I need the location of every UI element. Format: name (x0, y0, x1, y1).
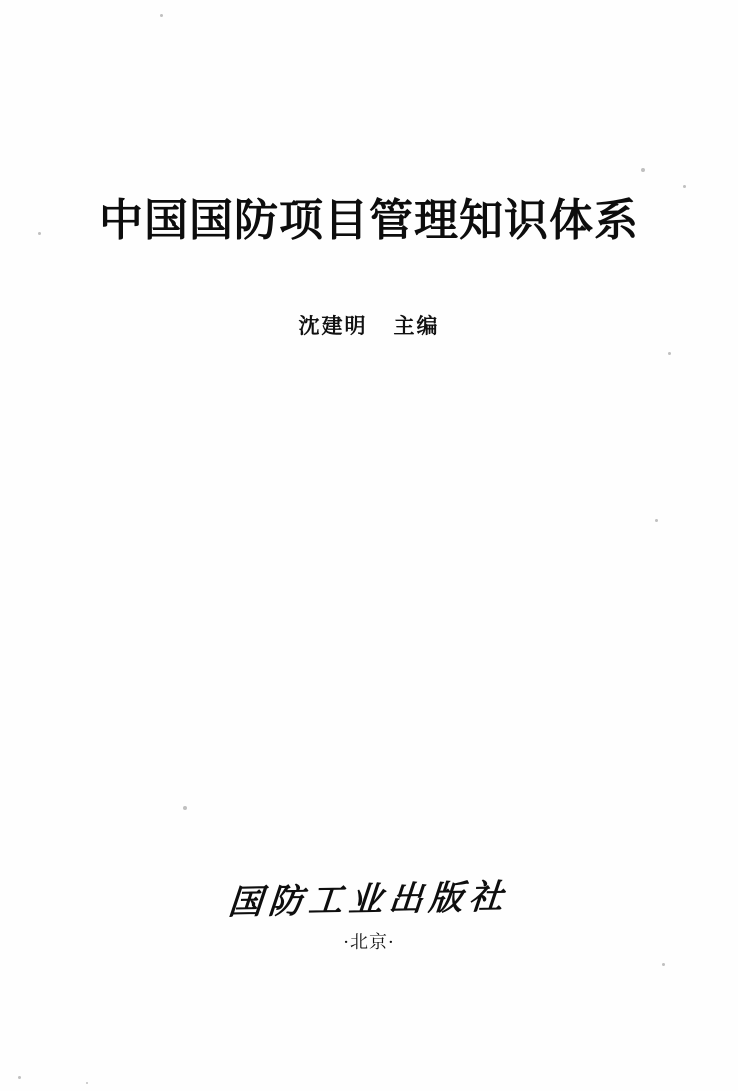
publisher-block (0, 872, 738, 921)
scan-speck (183, 806, 187, 810)
scan-speck (668, 352, 671, 355)
page-title: 中国国防项目管理知识体系 (99, 195, 639, 246)
publisher-logo-text: 国防工业出版社 (226, 877, 511, 923)
scan-speck (655, 519, 658, 522)
scan-speck (641, 168, 645, 172)
scan-speck (662, 963, 665, 966)
scan-speck (683, 185, 686, 188)
scan-speck (38, 232, 41, 235)
scan-speck (160, 14, 163, 17)
author-name: 沈建明 (298, 314, 368, 338)
publisher-city: ·北京· (343, 932, 395, 953)
author-line (0, 310, 738, 340)
scan-speck (18, 1076, 21, 1079)
author-role: 主编 (393, 314, 440, 338)
scan-speck (86, 1082, 88, 1084)
